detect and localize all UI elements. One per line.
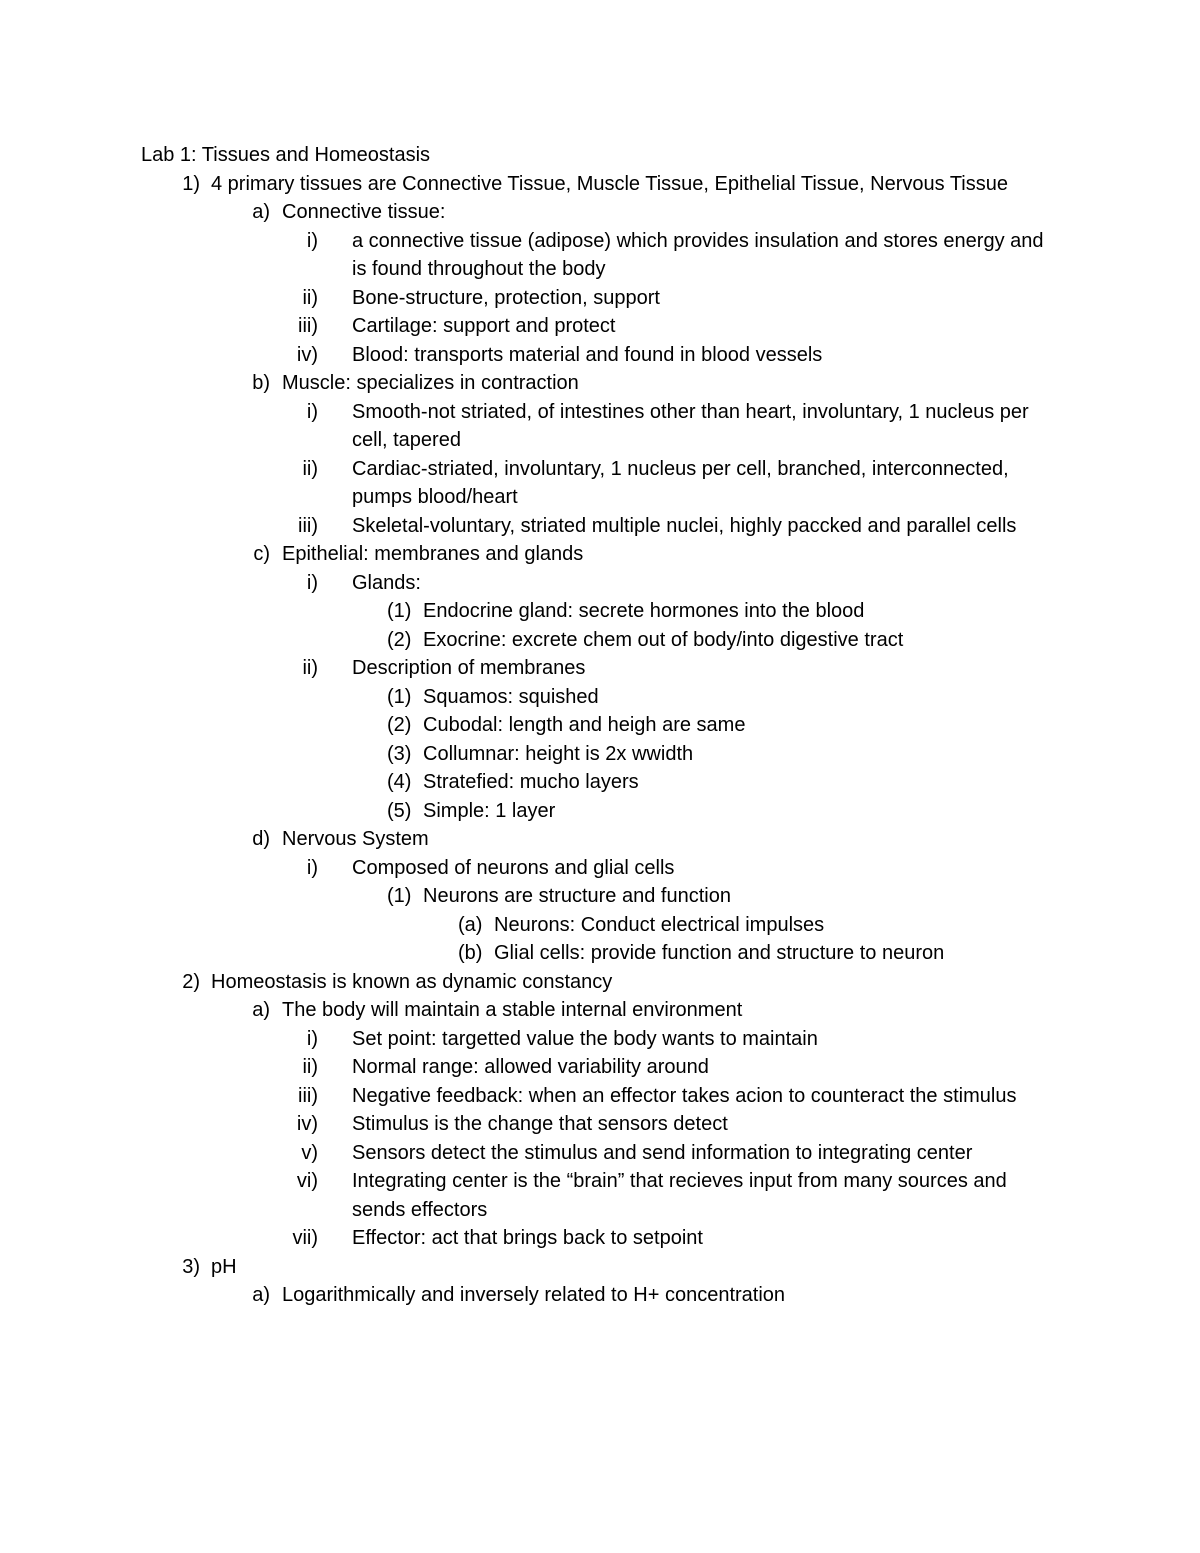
list-marker: ii)	[302, 286, 318, 309]
outline-item-level-2	[0, 1281, 1200, 1310]
sub-list	[0, 569, 1200, 826]
outline-item-level-3	[0, 512, 1200, 541]
list-item-text: Neurons: Conduct electrical impulses	[494, 913, 825, 936]
outline-item-level-4	[0, 597, 1200, 626]
outline-item-level-4	[0, 683, 1200, 712]
list-marker: i)	[306, 400, 318, 423]
list-marker: a)	[252, 201, 270, 223]
list-item-text: Nervous System	[282, 828, 429, 850]
list-marker: (1)	[387, 685, 412, 708]
outline-item-level-3	[0, 654, 1200, 825]
outline-item-level-2	[0, 198, 1200, 369]
list-item-text: Muscle: specializes in contraction	[282, 372, 579, 394]
outline-item-level-3	[0, 1110, 1200, 1139]
list-marker: ii)	[302, 1056, 318, 1078]
list-marker: (2)	[387, 714, 412, 736]
list-item-text: Bone-structure, protection, support	[352, 286, 660, 309]
sub-list	[0, 398, 1200, 541]
outline-item-level-3	[0, 854, 1200, 968]
list-item-text: Exocrine: excrete chem out of body/into digestive tract	[423, 628, 904, 651]
list-marker: (a)	[458, 913, 483, 936]
outline-item-level-3	[0, 398, 1200, 455]
list-item-text: Homeostasis is known as dynamic constancy	[211, 970, 613, 993]
outline-item-level-4	[0, 882, 1200, 968]
list-item-text: Epithelial: membranes and glands	[282, 543, 584, 565]
outline-item-level-3	[0, 569, 1200, 655]
list-item-text: Connective tissue:	[282, 201, 446, 223]
sub-list	[0, 1025, 1200, 1253]
outline-item-level-3	[0, 1139, 1200, 1168]
list-marker: ii)	[302, 457, 318, 480]
outline-item-level-1	[0, 170, 1200, 968]
sub-list	[0, 683, 1200, 826]
list-marker: iii)	[298, 514, 318, 537]
sub-list	[0, 227, 1200, 370]
list-item-text: Sensors detect the stimulus and send information to integrating center	[352, 1141, 973, 1164]
list-marker: i)	[306, 229, 318, 252]
list-marker: (1)	[387, 600, 412, 622]
outline-item-level-3	[0, 227, 1200, 284]
outline-item-level-2	[0, 825, 1200, 968]
sub-list	[0, 1281, 1200, 1310]
list-marker: iv)	[296, 1113, 318, 1135]
list-item-text: Composed of neurons and glial cells	[352, 856, 675, 879]
list-item-text: Blood: transports material and found in blood vessels	[352, 343, 823, 366]
outline-item-level-3	[0, 341, 1200, 370]
list-item-text: pH	[211, 1255, 237, 1278]
list-item-text: The body will maintain a stable internal environment	[282, 999, 743, 1021]
list-item-text: Negative feedback: when an effector takes acion to counteract the stimulus	[352, 1084, 1017, 1107]
outline-item-level-2	[0, 369, 1200, 540]
list-item-text: Logarithmically and inversely related to H+ concentration	[282, 1284, 786, 1306]
list-item-text: Glial cells: provide function and structure to neuron	[494, 942, 945, 964]
list-item-text: Endocrine gland: secrete hormones into the blood	[423, 600, 865, 622]
list-marker: (4)	[387, 771, 412, 793]
outline-item-level-3	[0, 455, 1200, 512]
sub-list	[0, 597, 1200, 654]
outline-item-level-4	[0, 768, 1200, 797]
list-item-text: Smooth-not striated, of intestines other than heart, involuntary, 1 nucleus per cell, tapered	[352, 400, 1029, 451]
outline-item-level-2	[0, 540, 1200, 825]
list-marker: a)	[252, 999, 270, 1021]
list-marker: (b)	[458, 942, 483, 964]
outline-item-level-5	[0, 939, 1200, 968]
list-marker: (2)	[387, 628, 412, 651]
list-item-text: Description of membranes	[352, 657, 586, 679]
list-marker: 3)	[182, 1255, 200, 1278]
list-marker: i)	[306, 1027, 318, 1050]
sub-list	[0, 911, 1200, 968]
list-item-text: Glands:	[352, 571, 421, 594]
outline-item-level-2	[0, 996, 1200, 1253]
list-item-text: Effector: act that brings back to setpoint	[352, 1227, 703, 1249]
list-marker: v)	[301, 1141, 318, 1164]
list-item-text: Cubodal: length and heigh are same	[423, 714, 746, 736]
list-marker: iii)	[298, 315, 318, 337]
list-marker: 2)	[182, 970, 200, 993]
list-item-text: Cartilage: support and protect	[352, 315, 616, 337]
outline-list	[0, 170, 1200, 1310]
list-marker: 1)	[182, 172, 200, 195]
list-marker: ii)	[302, 657, 318, 679]
list-marker: iii)	[298, 1084, 318, 1107]
list-item-text: Integrating center is the “brain” that recieves input from many sources and sends effectors	[352, 1170, 1007, 1221]
outline-item-level-3	[0, 1167, 1200, 1224]
list-marker: i)	[306, 856, 318, 879]
list-marker: a)	[252, 1284, 270, 1306]
list-item-text: Normal range: allowed variability around	[352, 1056, 709, 1078]
list-marker: (3)	[387, 742, 412, 765]
list-marker: vii)	[292, 1227, 318, 1249]
sub-list	[0, 198, 1200, 968]
list-item-text: Collumnar: height is 2x wwidth	[423, 742, 694, 765]
outline-item-level-4	[0, 626, 1200, 655]
list-marker: (5)	[387, 799, 412, 822]
list-item-text: 4 primary tissues are Connective Tissue, Muscle Tissue, Epithelial Tissue, Nervous Tissue	[211, 172, 1008, 195]
outline-item-level-1	[0, 1253, 1200, 1310]
list-item-text: Stimulus is the change that sensors detect	[352, 1113, 728, 1135]
outline-item-level-4	[0, 711, 1200, 740]
outline-item-level-5	[0, 911, 1200, 940]
outline-item-level-3	[0, 1025, 1200, 1054]
outline-item-level-3	[0, 1224, 1200, 1253]
outline-item-level-3	[0, 1082, 1200, 1111]
list-marker: i)	[306, 571, 318, 594]
sub-list	[0, 882, 1200, 968]
outline-item-level-3	[0, 1053, 1200, 1082]
outline-item-level-4	[0, 797, 1200, 826]
list-marker: vi)	[296, 1170, 318, 1192]
list-item-text: a connective tissue (adipose) which provides insulation and stores energy and is found throughout the body	[352, 229, 1044, 280]
list-item-text: Skeletal-voluntary, striated multiple nuclei, highly paccked and parallel cells	[352, 514, 1017, 537]
list-item-text: Neurons are structure and function	[423, 885, 731, 907]
list-marker: d)	[252, 828, 270, 850]
list-marker: iv)	[296, 343, 318, 366]
list-item-text: Set point: targetted value the body wants to maintain	[352, 1027, 818, 1050]
outline-item-level-1	[0, 968, 1200, 1253]
outline-item-level-3	[0, 284, 1200, 313]
list-marker: c)	[253, 543, 270, 565]
list-item-text: Cardiac-striated, involuntary, 1 nucleus per cell, branched, interconnected, pumps blood/heart	[352, 457, 1009, 508]
sub-list	[0, 854, 1200, 968]
list-item-text: Stratefied: mucho layers	[423, 771, 639, 793]
sub-list	[0, 996, 1200, 1253]
list-item-text: Simple: 1 layer	[423, 799, 556, 822]
outline-item-level-3	[0, 312, 1200, 341]
list-marker: (1)	[387, 885, 412, 907]
document-title: Lab 1: Tissues and Homeostasis	[141, 144, 431, 166]
outline-item-level-4	[0, 740, 1200, 769]
list-marker: b)	[252, 372, 270, 394]
list-item-text: Squamos: squished	[423, 685, 599, 708]
